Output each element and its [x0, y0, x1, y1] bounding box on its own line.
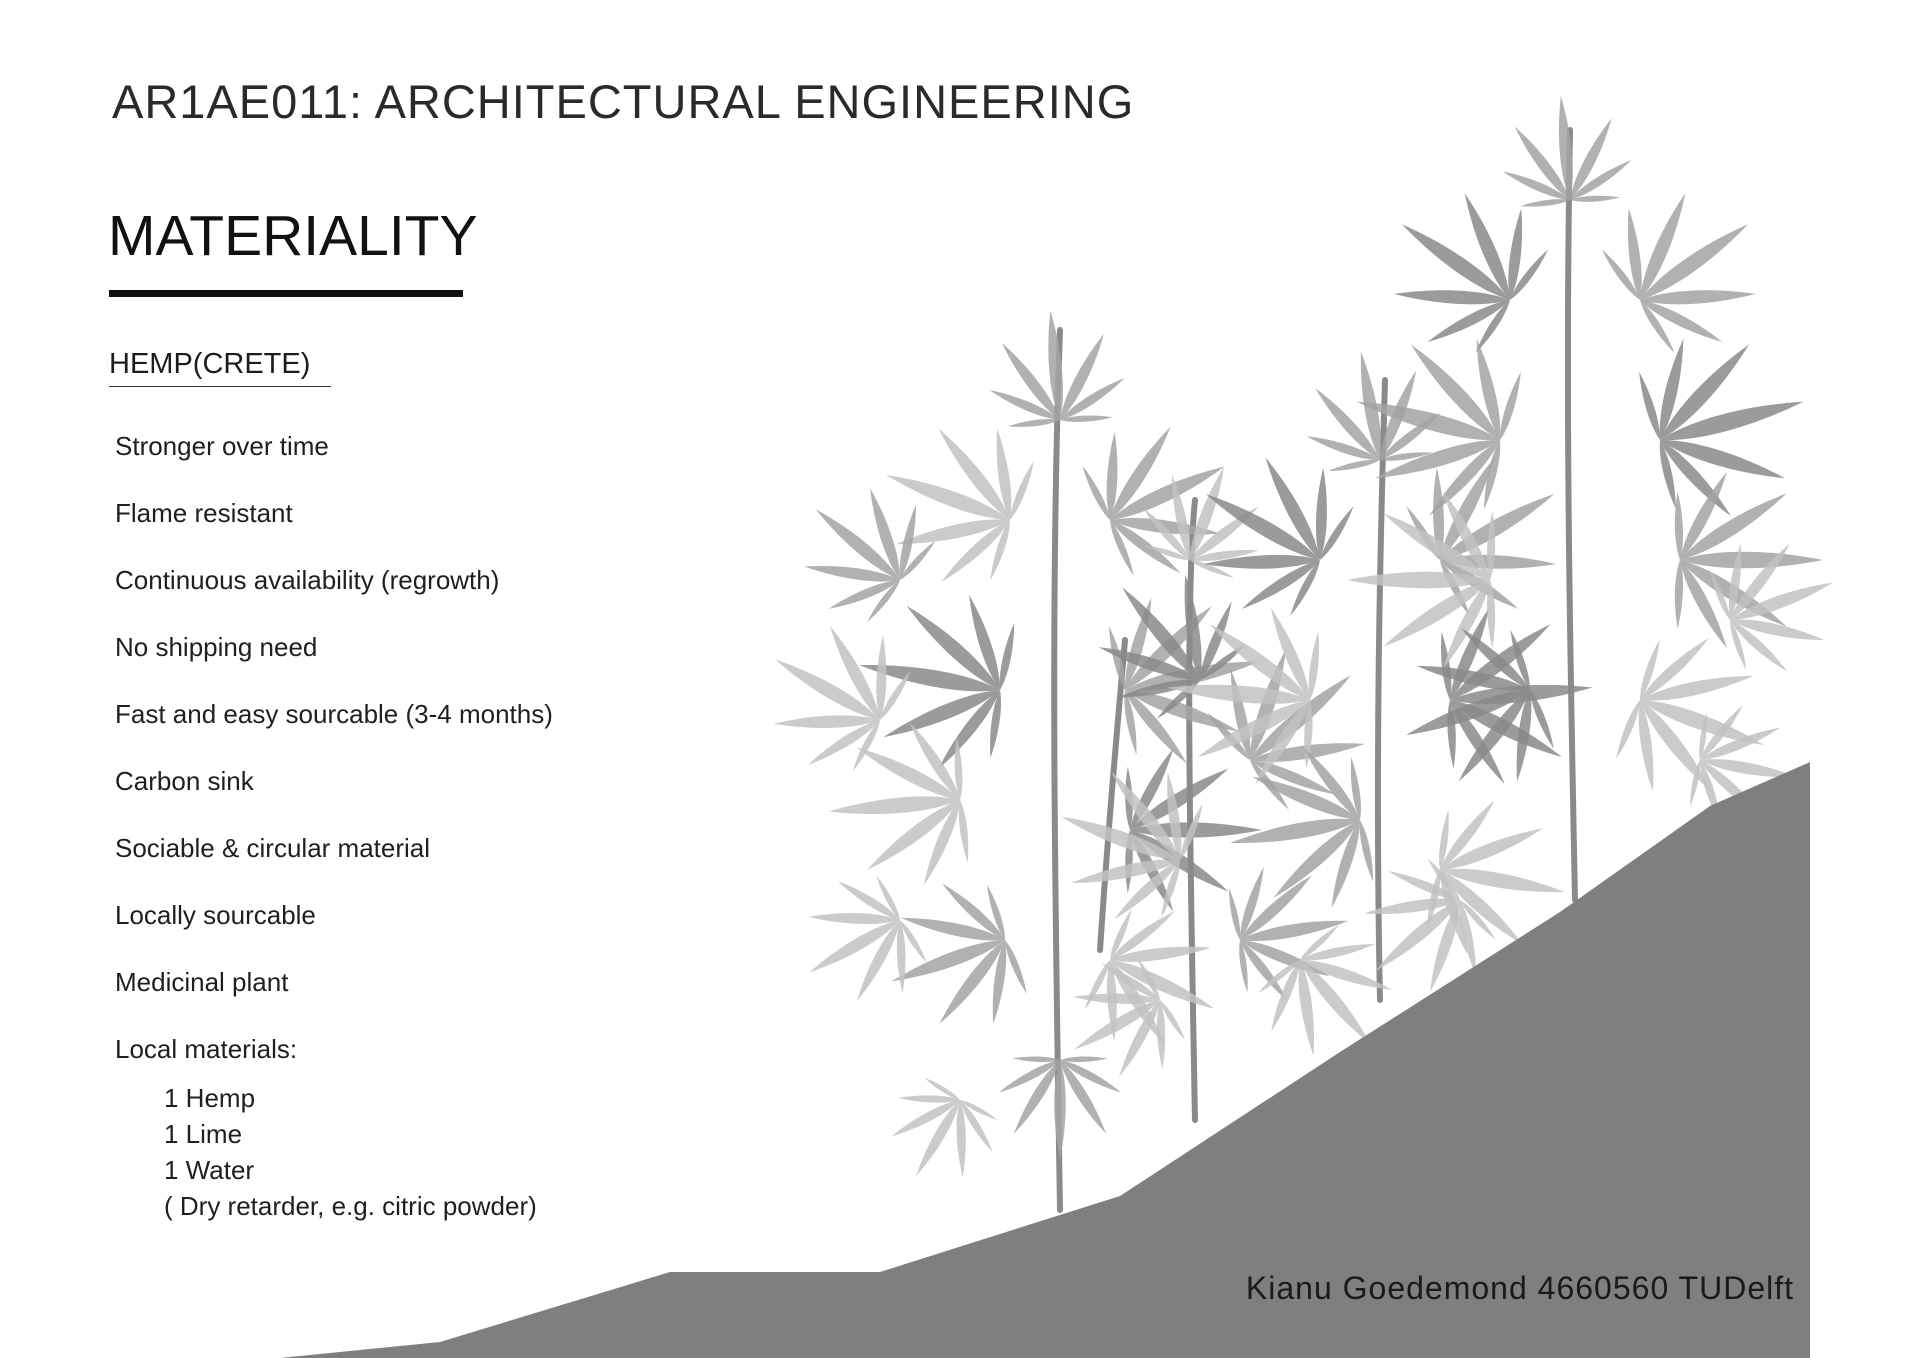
hemp-leaf	[981, 304, 1131, 431]
recipe-item: ( Dry retarder, e.g. citric powder)	[164, 1191, 537, 1221]
recipe-item: 1 Hemp	[164, 1083, 256, 1113]
list-item: Locally sourcable	[115, 900, 316, 930]
list-item: Flame resistant	[115, 498, 293, 528]
recipe-item: 1 Lime	[164, 1119, 243, 1149]
hemp-leaf	[867, 1069, 1010, 1205]
hemp-leaf	[1034, 741, 1213, 938]
plant-stem	[1378, 380, 1385, 1000]
author-credit: Kianu Goedemond 4660560 TUDelft	[1245, 1270, 1794, 1306]
plant-stem	[1100, 640, 1125, 950]
hemp-leaf	[1332, 310, 1531, 533]
hemp-leaf	[1701, 517, 1857, 688]
list-item: Sociable & circular material	[115, 833, 431, 863]
list-item: Stronger over time	[115, 431, 329, 461]
plant-stem	[1568, 130, 1575, 900]
hemp-leaf	[1629, 310, 1828, 533]
list-item: Carbon sink	[115, 766, 254, 796]
list-item: Medicinal plant	[115, 967, 289, 997]
hemp-leaf	[1495, 90, 1637, 210]
course-title: AR1AE011: ARCHITECTURAL ENGINEERING	[112, 75, 1135, 128]
recipe-item: 1 Water	[164, 1155, 255, 1185]
hemp-leaf	[1377, 609, 1564, 814]
list-item: Fast and easy sourcable (3-4 months)	[115, 699, 553, 729]
list-item: Local materials:	[115, 1034, 298, 1064]
hemp-leaf	[737, 593, 924, 790]
page-title: MATERIALITY	[108, 204, 478, 268]
hillside-ground	[140, 762, 1810, 1358]
hemp-leaf	[865, 866, 1037, 1054]
hemp-leaf	[776, 860, 937, 1030]
list-item: Continuous availability (regrowth)	[115, 565, 500, 595]
list-item: No shipping need	[115, 632, 318, 662]
hemp-leaf	[997, 1056, 1123, 1159]
section-heading: HEMP(CRETE)	[109, 348, 311, 380]
hemp-leaf	[1587, 155, 1796, 372]
